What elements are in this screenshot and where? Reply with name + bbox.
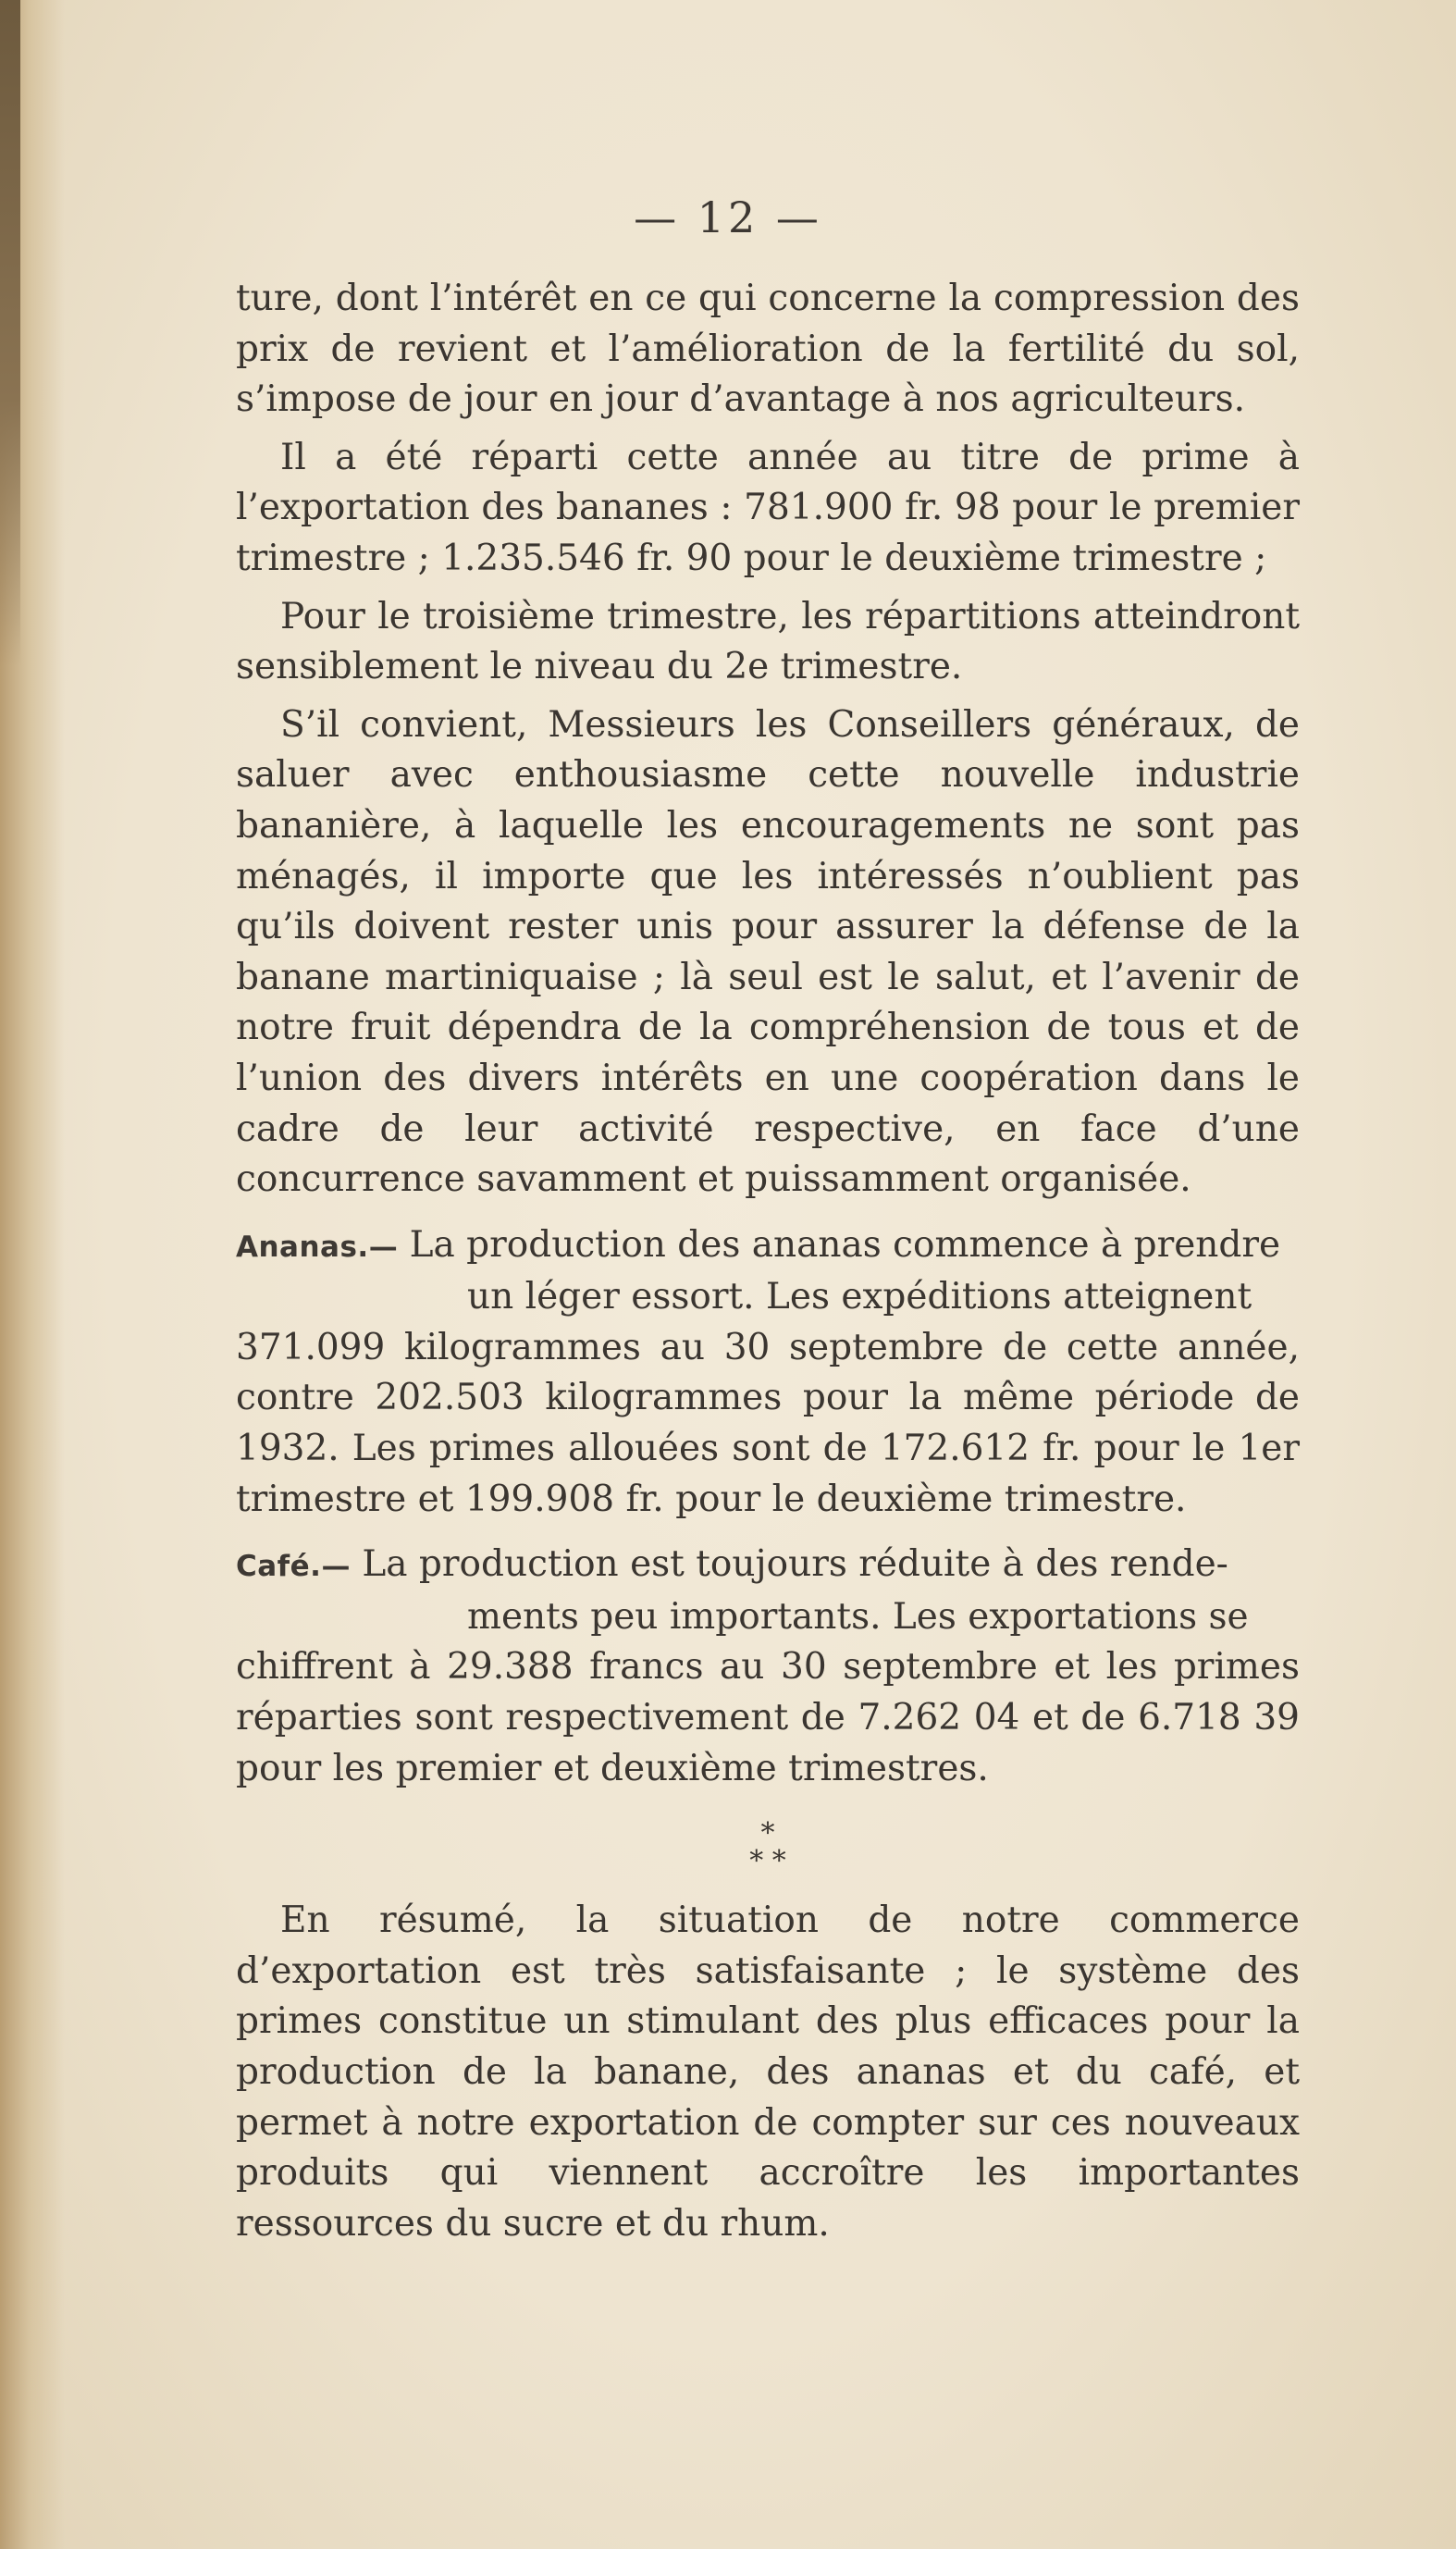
separator-star-top: *	[760, 1817, 775, 1850]
ananas-line-2: un léger essort. Les expéditions atteignent	[467, 1276, 1252, 1318]
body-text	[236, 274, 1300, 2249]
ananas-heading: Ananas.—	[236, 1230, 399, 1264]
ananas-line-1: La production des ananas commence à prendre	[409, 1223, 1281, 1266]
cafe-text: chiffrent à 29.388 francs au 30 septembre et les primes réparties sont respectivement de 7.262 04 et de 6.718 39 pour les premier et deuxième trimestres.	[236, 1646, 1300, 1789]
ananas-text: 371.099 kilogrammes au 30 septembre de cette année, contre 202.503 kilogrammes pour la même période de 1932. Les primes allouées sont de 172.612 fr. pour le 1er trimestre et 199.908 fr. pour le deuxième trimestre.	[236, 1326, 1300, 1520]
paragraph-continuation: ture, dont l’intérêt en ce qui concerne la compression des prix de revient et l’amélioration de la fertilité du sol, s’impose de jour en jour d’avantage à nos agriculteurs.	[236, 278, 1300, 421]
paragraph-summary: En résumé, la situation de notre commerce d’exportation est très satisfaisante ; le système des primes constitue un stimulant des plus efficaces pour la production de la banane, des ananas et du café, et permet à notre exportation de compter sur ces nouveaux produits qui viennent accroître les importantes ressources du sucre et du rhum.	[236, 1899, 1300, 2245]
section-cafe	[236, 1540, 1300, 1794]
paragraph-banana-industry: S’il convient, Messieurs les Conseillers généraux, de saluer avec enthousiasme cette nouvelle industrie bananière, à laquelle les encouragements ne sont pas ménagés, il importe que les intéressés n’oublient pas qu’ils doivent rester unis pour assurer la défense de la banane martiniquaise ; là seul est le salut, et l’avenir de notre fruit dépendra de la compréhension de tous et de l’union des divers intérêts en une coopération dans le cadre de leur activité respective, en face d’une concurrence savamment et puissamment organisée.	[236, 703, 1300, 1201]
cafe-line-2: ments peu importants. Les exportations se	[467, 1595, 1249, 1638]
separator-stars-bottom: * *	[749, 1845, 786, 1878]
paragraph-banana-premiums: Il a été réparti cette année au titre de prime à l’exportation des bananes : 781.900 fr. 98 pour le premier trimestre ; 1.235.546 fr. 90 pour le deuxième trimestre ;	[236, 436, 1300, 579]
section-ananas	[236, 1220, 1300, 1526]
book-spine-edge	[0, 0, 20, 666]
cafe-line-1: La production est toujours réduite à des rende-	[362, 1543, 1228, 1586]
page-number: — 12 —	[634, 192, 822, 242]
section-separator	[236, 1817, 1300, 1878]
paragraph-third-quarter: Pour le troisième trimestre, les répartitions atteindront sensiblement le niveau du 2e trimestre.	[236, 595, 1300, 688]
cafe-heading: Café.—	[236, 1550, 351, 1584]
